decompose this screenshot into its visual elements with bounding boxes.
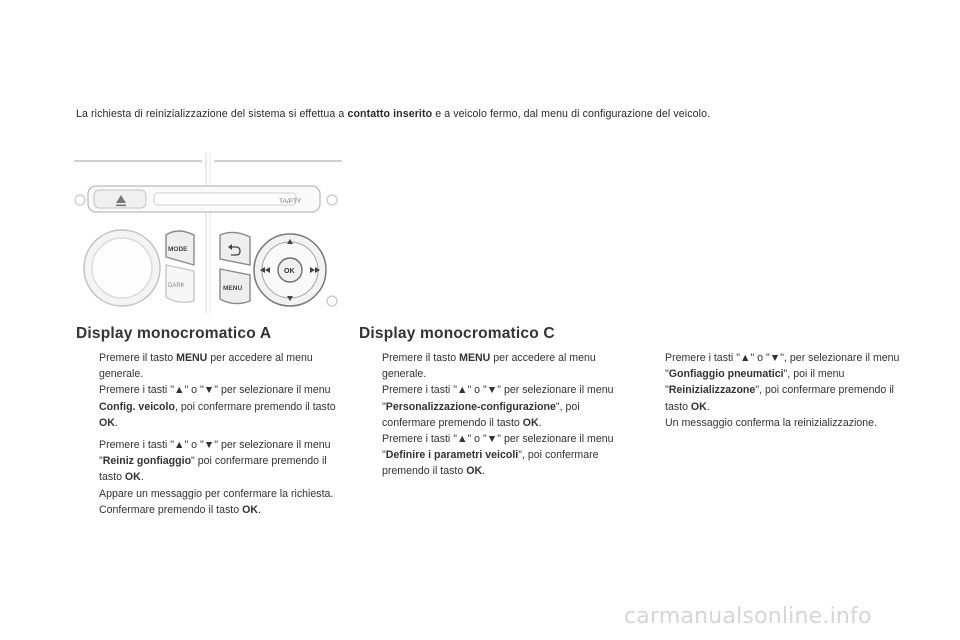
- intro-before: La richiesta di reinizializzazione del sistema si effettua a: [76, 108, 348, 120]
- section-a-steps: [80, 350, 342, 518]
- intro-text: [76, 108, 896, 120]
- section-a-title: Display monocromatico A: [76, 325, 272, 342]
- section-c-steps-left: [363, 350, 623, 480]
- intro-after: e a veicolo fermo, dal menu di configurazione del veicolo.: [432, 108, 711, 120]
- dark-label: DARK: [168, 283, 185, 289]
- list-item: Premere il tasto MENU per accedere al menu generale.: [382, 352, 596, 381]
- list-item: Confermare premendo il tasto OK.: [99, 503, 261, 516]
- list-item: Premere i tasti "▲" o "▼" per selezionare il menu "Reiniz gonfiaggio" poi confermare premendo il tasto OK. Appare un messaggio per confermare la richiesta.: [99, 439, 334, 500]
- audio-control-panel-illustration: [74, 153, 342, 313]
- list-item: Premere il tasto MENU per accedere al menu generale.: [99, 352, 313, 381]
- list-item: Premere i tasti "▲" o "▼" per selezionare il menu Config. veicolo, poi confermare premendo il tasto OK.: [99, 384, 336, 429]
- menu-label: MENU: [223, 285, 243, 292]
- ok-label: OK: [284, 268, 295, 275]
- intro-bold: contatto inserito: [347, 108, 433, 120]
- ta-pty-label: TA/PTY: [279, 198, 302, 205]
- list-item: Premere i tasti "▲" o "▼", per selezionare il menu "Gonfiaggio pneumatici", poi il menu "Reinizializzazone", poi confermare premendo il tasto OK. Un messaggio conferma la reinizializzazione.: [665, 352, 900, 429]
- section-c-title: Display monocromatico C: [359, 325, 555, 342]
- section-c-steps-right: [646, 350, 916, 431]
- watermark: carmanualsonline.info: [624, 604, 872, 629]
- list-item: Premere i tasti "▲" o "▼" per selezionare il menu "Personalizzazione-configurazione", poi confermare premendo il tasto OK.: [382, 384, 614, 429]
- list-item: Premere i tasti "▲" o "▼" per selezionare il menu "Definire i parametri veicoli", poi confermare premendo il tasto OK.: [382, 433, 614, 478]
- mode-label: MODE: [168, 246, 188, 253]
